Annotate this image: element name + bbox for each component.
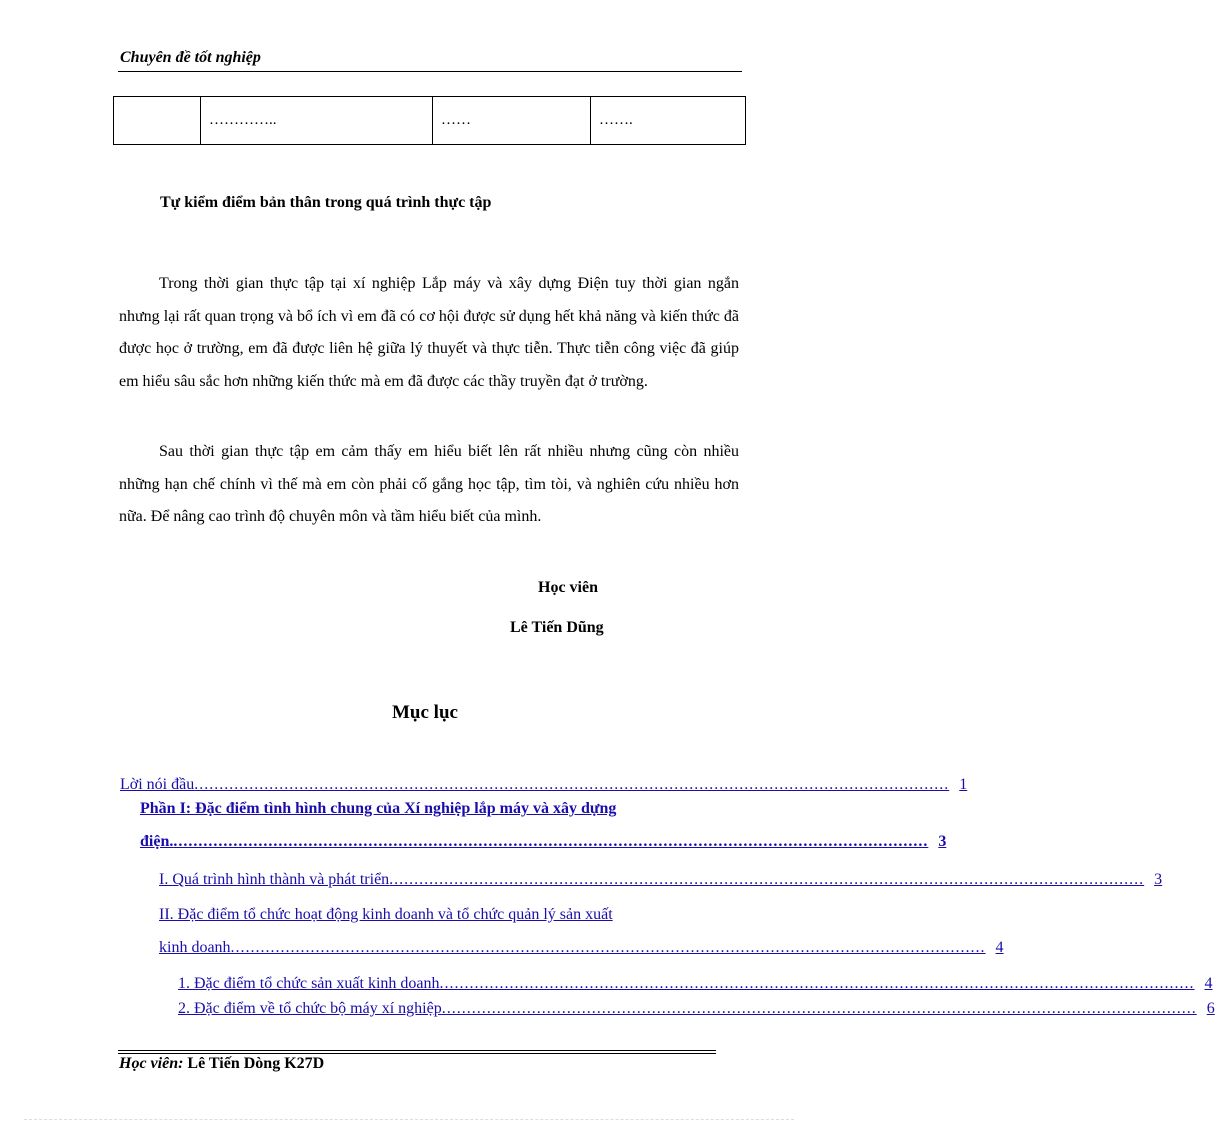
toc-entry-subsection-1[interactable]: [178, 972, 1213, 996]
header-rule: [118, 71, 742, 72]
self-assessment-title: Tự kiểm điểm bản thân trong quá trình thực tập: [160, 194, 492, 211]
toc-leader-dots: .......................................................................................................................................................: [194, 776, 950, 793]
toc-leader-dots: .......................................................................................................................................................: [389, 871, 1145, 888]
toc-leader-dots: .......................................................................................................................................................: [230, 939, 986, 956]
toc-entry-part-1[interactable]: [140, 797, 720, 821]
toc-entry-section-2[interactable]: [159, 903, 719, 927]
toc-entry-text-cont[interactable]: điện.: [140, 833, 174, 850]
paragraph-text: Sau thời gian thực tập em cảm thấy em hiểu biết lên rất nhiều nhưng cũng còn nhiều những hạn chế chính vì thế mà em còn phải cố gắng học tập, tìm tòi, và nghiên cứu nhiều hơn nữa. Để nâng cao trình độ chuyên môn và tầm hiểu biết của mình.: [119, 443, 739, 525]
paragraph: [119, 268, 739, 398]
table-cell: ……: [433, 97, 591, 145]
toc-entry-text[interactable]: Lời nói đầu: [120, 776, 195, 793]
top-table: [113, 96, 746, 145]
footer-rule: [118, 1050, 716, 1051]
toc-leader-dots: .......................................................................................................................................................: [173, 833, 929, 850]
toc-entry-intro[interactable]: [120, 773, 968, 797]
toc-page-number[interactable]: 4: [1204, 975, 1213, 992]
toc-entry-text[interactable]: 2. Đặc điểm về tổ chức bộ máy xí nghiệp: [178, 1000, 442, 1017]
page-edge: [24, 1119, 794, 1120]
toc-page-number[interactable]: 6: [1206, 1000, 1215, 1017]
table-row: [114, 97, 746, 145]
footer-name: Lê Tiến Dòng K27D: [187, 1055, 325, 1072]
table-cell: [114, 97, 201, 145]
toc-heading: Mục lục: [392, 702, 458, 723]
toc-entry-text[interactable]: I. Quá trình hình thành và phát triển: [159, 871, 390, 888]
table-cell: …………..: [201, 97, 433, 145]
toc-entry-section-1[interactable]: [159, 868, 1163, 892]
header-title: Chuyên đề tốt nghiệp: [120, 49, 261, 66]
footer-rule: [118, 1053, 716, 1054]
toc-entry-text-cont[interactable]: kinh doanh: [159, 939, 231, 956]
footer-role-label: Học viên:: [119, 1055, 184, 1072]
footer: [119, 1055, 324, 1073]
toc-leader-dots: .......................................................................................................................................................: [439, 975, 1195, 992]
toc-entry-section-2-cont[interactable]: [159, 936, 1004, 960]
toc-page-number[interactable]: 4: [995, 939, 1004, 956]
toc-entry-text[interactable]: Phần I: Đặc điểm tình hình chung của Xí nghiệp lắp máy và xây dựng: [140, 800, 617, 817]
table-cell: …….: [591, 97, 746, 145]
toc-entry-text[interactable]: 1. Đặc điểm tổ chức sản xuất kinh doanh: [178, 975, 440, 992]
toc-entry-text[interactable]: II. Đặc điểm tổ chức hoạt động kinh doanh và tổ chức quản lý sản xuất: [159, 906, 613, 923]
paragraph-text: Trong thời gian thực tập tại xí nghiệp Lắp máy và xây dựng Điện tuy thời gian ngắn nhưng lại rất quan trọng và bổ ích vì em đã có cơ hội được sử dụng hết khả năng và kiến thức đã được học ở trường, em đã được liên hệ giữa lý thuyết và thực tiễn. Thực tiễn công việc đã giúp em hiểu sâu sắc hơn những kiến thức mà em đã được các thầy truyền đạt ở trường.: [119, 275, 739, 390]
toc-entry-part-1-cont[interactable]: [140, 830, 947, 854]
toc-entry-subsection-2[interactable]: [178, 997, 1215, 1021]
toc-page-number[interactable]: 1: [959, 776, 968, 793]
toc-page-number[interactable]: 3: [1154, 871, 1163, 888]
signature-role: Học viên: [538, 579, 598, 596]
signature-name: Lê Tiến Dũng: [510, 619, 604, 636]
toc-page-number[interactable]: 3: [938, 833, 947, 850]
toc-leader-dots: .......................................................................................................................................................: [441, 1000, 1197, 1017]
paragraph: [119, 436, 739, 534]
